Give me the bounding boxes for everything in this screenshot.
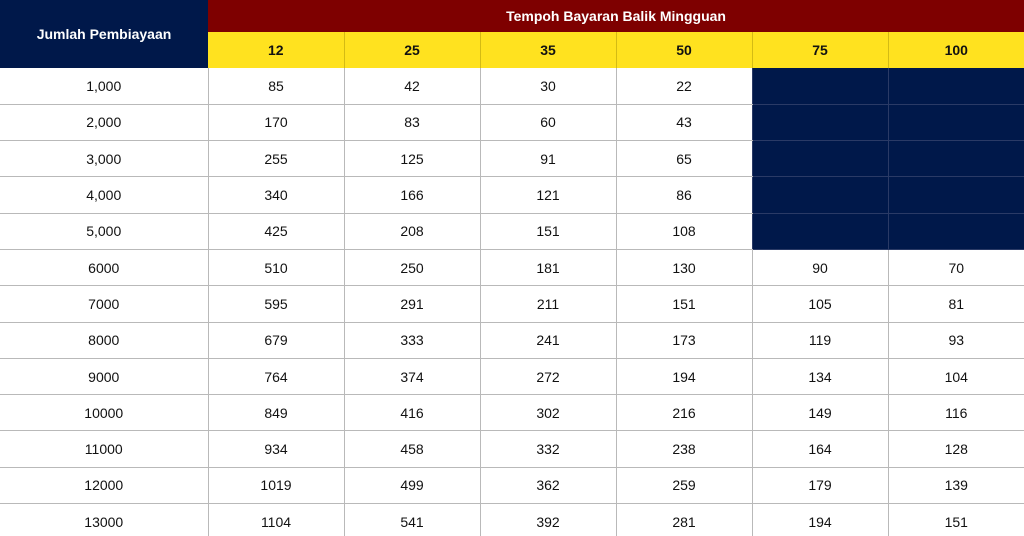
payment-cell: 291 bbox=[344, 286, 480, 322]
payment-cell: 151 bbox=[616, 286, 752, 322]
payment-cell: 238 bbox=[616, 431, 752, 467]
payment-cell: 70 bbox=[888, 249, 1024, 285]
unavailable-cell bbox=[752, 141, 888, 177]
amount-cell: 9000 bbox=[0, 358, 208, 394]
payment-cell: 65 bbox=[616, 141, 752, 177]
payment-cell: 332 bbox=[480, 431, 616, 467]
amount-cell: 8000 bbox=[0, 322, 208, 358]
payment-cell: 42 bbox=[344, 68, 480, 104]
payment-cell: 541 bbox=[344, 504, 480, 536]
payment-cell: 416 bbox=[344, 395, 480, 431]
amount-cell: 7000 bbox=[0, 286, 208, 322]
payment-cell: 272 bbox=[480, 358, 616, 394]
term-header-12: 12 bbox=[208, 32, 344, 68]
payment-cell: 30 bbox=[480, 68, 616, 104]
amount-cell: 5,000 bbox=[0, 213, 208, 249]
amount-cell: 4,000 bbox=[0, 177, 208, 213]
payment-cell: 85 bbox=[208, 68, 344, 104]
term-header-100: 100 bbox=[888, 32, 1024, 68]
amount-cell: 13000 bbox=[0, 504, 208, 536]
payment-cell: 764 bbox=[208, 358, 344, 394]
payment-cell: 849 bbox=[208, 395, 344, 431]
payment-cell: 119 bbox=[752, 322, 888, 358]
unavailable-cell bbox=[752, 68, 888, 104]
amount-cell: 1,000 bbox=[0, 68, 208, 104]
unavailable-cell bbox=[888, 213, 1024, 249]
unavailable-cell bbox=[888, 68, 1024, 104]
payment-cell: 151 bbox=[480, 213, 616, 249]
payment-cell: 173 bbox=[616, 322, 752, 358]
payment-cell: 362 bbox=[480, 467, 616, 503]
payment-cell: 105 bbox=[752, 286, 888, 322]
table-row bbox=[0, 504, 1024, 536]
amount-cell: 10000 bbox=[0, 395, 208, 431]
payment-cell: 302 bbox=[480, 395, 616, 431]
payment-cell: 60 bbox=[480, 104, 616, 140]
payment-cell: 340 bbox=[208, 177, 344, 213]
unavailable-cell bbox=[752, 177, 888, 213]
unavailable-cell bbox=[888, 177, 1024, 213]
table-row bbox=[0, 177, 1024, 213]
payment-cell: 128 bbox=[888, 431, 1024, 467]
payment-cell: 90 bbox=[752, 249, 888, 285]
payment-cell: 116 bbox=[888, 395, 1024, 431]
table-row bbox=[0, 286, 1024, 322]
payment-cell: 208 bbox=[344, 213, 480, 249]
payment-cell: 392 bbox=[480, 504, 616, 536]
payment-cell: 194 bbox=[752, 504, 888, 536]
payment-cell: 149 bbox=[752, 395, 888, 431]
table-row bbox=[0, 431, 1024, 467]
amount-cell: 6000 bbox=[0, 249, 208, 285]
table-row bbox=[0, 358, 1024, 394]
table-row bbox=[0, 467, 1024, 503]
payment-cell: 170 bbox=[208, 104, 344, 140]
amount-cell: 11000 bbox=[0, 431, 208, 467]
term-header-75: 75 bbox=[752, 32, 888, 68]
payment-cell: 22 bbox=[616, 68, 752, 104]
payment-cell: 164 bbox=[752, 431, 888, 467]
term-header-35: 35 bbox=[480, 32, 616, 68]
table-row bbox=[0, 322, 1024, 358]
unavailable-cell bbox=[888, 141, 1024, 177]
payment-cell: 108 bbox=[616, 213, 752, 249]
term-header-25: 25 bbox=[344, 32, 480, 68]
unavailable-cell bbox=[752, 104, 888, 140]
payment-cell: 374 bbox=[344, 358, 480, 394]
payment-cell: 130 bbox=[616, 249, 752, 285]
payment-cell: 934 bbox=[208, 431, 344, 467]
table-row bbox=[0, 213, 1024, 249]
amount-column-header: Jumlah Pembiayaan bbox=[0, 0, 208, 68]
payment-cell: 86 bbox=[616, 177, 752, 213]
payment-cell: 679 bbox=[208, 322, 344, 358]
payment-cell: 125 bbox=[344, 141, 480, 177]
table-row bbox=[0, 395, 1024, 431]
weekly-repayment-period-header: Tempoh Bayaran Balik Mingguan bbox=[208, 0, 1024, 32]
payment-cell: 241 bbox=[480, 322, 616, 358]
unavailable-cell bbox=[888, 104, 1024, 140]
payment-cell: 139 bbox=[888, 467, 1024, 503]
payment-cell: 1019 bbox=[208, 467, 344, 503]
table-row bbox=[0, 249, 1024, 285]
payment-cell: 425 bbox=[208, 213, 344, 249]
table-body bbox=[0, 68, 1024, 536]
payment-cell: 458 bbox=[344, 431, 480, 467]
payment-cell: 510 bbox=[208, 249, 344, 285]
payment-cell: 595 bbox=[208, 286, 344, 322]
payment-cell: 194 bbox=[616, 358, 752, 394]
unavailable-cell bbox=[752, 213, 888, 249]
payment-cell: 211 bbox=[480, 286, 616, 322]
payment-cell: 499 bbox=[344, 467, 480, 503]
payment-cell: 216 bbox=[616, 395, 752, 431]
payment-cell: 121 bbox=[480, 177, 616, 213]
payment-cell: 281 bbox=[616, 504, 752, 536]
payment-cell: 93 bbox=[888, 322, 1024, 358]
amount-cell: 12000 bbox=[0, 467, 208, 503]
term-header-50: 50 bbox=[616, 32, 752, 68]
payment-cell: 259 bbox=[616, 467, 752, 503]
payment-cell: 255 bbox=[208, 141, 344, 177]
payment-cell: 166 bbox=[344, 177, 480, 213]
payment-cell: 83 bbox=[344, 104, 480, 140]
payment-cell: 43 bbox=[616, 104, 752, 140]
payment-cell: 151 bbox=[888, 504, 1024, 536]
amount-cell: 2,000 bbox=[0, 104, 208, 140]
payment-cell: 81 bbox=[888, 286, 1024, 322]
payment-cell: 91 bbox=[480, 141, 616, 177]
payment-cell: 1104 bbox=[208, 504, 344, 536]
table-row bbox=[0, 104, 1024, 140]
payment-cell: 250 bbox=[344, 249, 480, 285]
payment-cell: 333 bbox=[344, 322, 480, 358]
payment-cell: 134 bbox=[752, 358, 888, 394]
payment-cell: 179 bbox=[752, 467, 888, 503]
table-row bbox=[0, 141, 1024, 177]
table-row bbox=[0, 68, 1024, 104]
amount-cell: 3,000 bbox=[0, 141, 208, 177]
payment-cell: 181 bbox=[480, 249, 616, 285]
payment-cell: 104 bbox=[888, 358, 1024, 394]
